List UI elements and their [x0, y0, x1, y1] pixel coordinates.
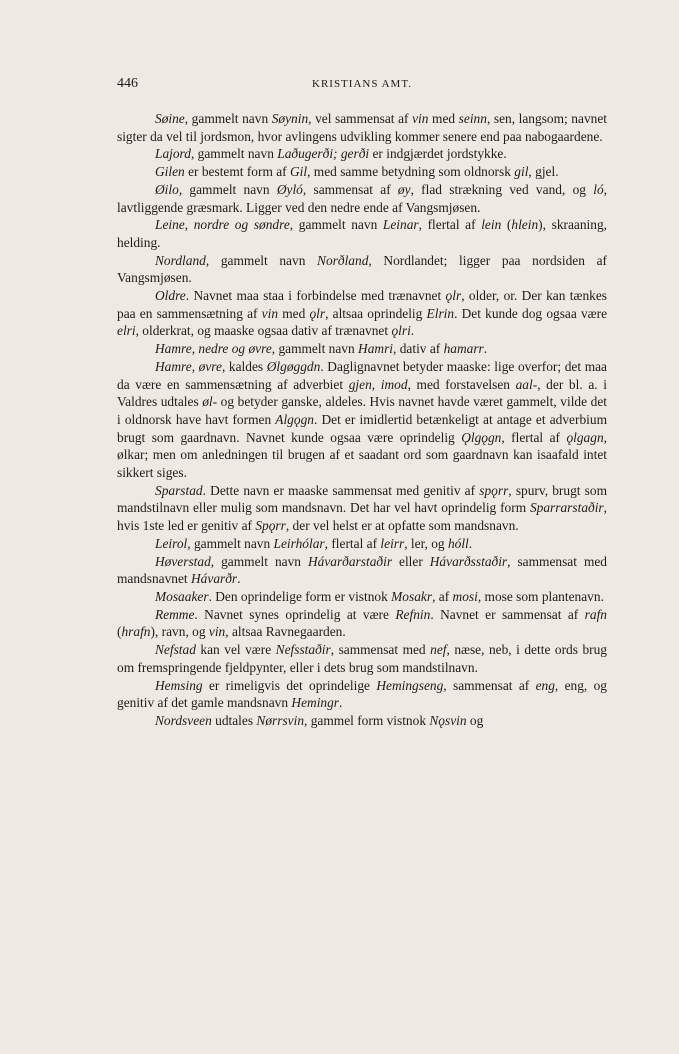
- entry-leirol: Leirol, gammelt navn Leirhólar, flertal af leirr, ler, og hóll.: [155, 535, 473, 551]
- entry-gilen: Gilen er bestemt form af Gil, med samme betydning som oldnorsk gil, gjel.: [155, 164, 559, 180]
- entry-sparstad: Sparstad. Dette navn er maaske sammensat med genitiv af spǫrr, spurv, brugt som mandstilnavn eller mulig som mandsnavn. Det har vel havt oprindelig form Sparrarstaðir, hvis 1ste led er genitiv af Spǫrr, der vel helst er at opfatte som mandsnavn.: [117, 482, 607, 534]
- entry-nordland: Nordland, gammelt navn Norðland, Nordlandet; ligger paa nordsiden af Vangsmjøsen.: [117, 252, 607, 286]
- entry-soine: Søine, gammelt navn Søynin, vel sammensat af vin med seinn, sen, langsom; navnet sigter da vel til jordsmon, hvor avlingens udvikling kommer senere end paa nabogaardene.: [117, 111, 608, 144]
- entry-lajord: Lajord, gammelt navn Laðugerði; gerði er indgjærdet jordstykke.: [155, 146, 507, 162]
- entry-hamre: Hamre, nedre og øvre, gammelt navn Hamri, dativ af hamarr.: [155, 341, 488, 357]
- entry-hamre-ovre: Hamre, øvre, kaldes Ølgøggdn. Daglignavnet betyder maaske: lige overfor; det maa da være en sammensætning af adverbiet gjen, imod, med forstavelsen aal-, der bl. a. i Valdres udtales øl- og betyder ganske, aldeles. Hvis navnet havde været gammelt, vilde det i oldnorsk have havt formen Algǫgn. Det er imidlertid betænkeligt at antage et adverbium brugt som gaardnavn. Navnet kunde ogsaa være oprindelig Ǫlgǫgn, flertal af ǫlgagn, ølkar; men om anledningen til brugen af et saadant ord som gaardnavn kan isaafald intet sikkert siges.: [117, 358, 607, 481]
- running-head: KRISTIANS AMT.: [312, 78, 412, 90]
- entry-oilo: Øilo, gammelt navn Øyló, sammensat af øy, flad strækning ved vand, og ló, lavtliggende græsmark. Ligger ved den nedre ende af Vangsmjøsen.: [117, 181, 608, 215]
- entry-hemsing: Hemsing er rimeligvis det oprindelige Hemingseng, sammensat af eng, eng, og genitiv af det gamle mandsnavn Hemingr.: [117, 677, 607, 711]
- entry-mosaaker: Mosaaker. Den oprindelige form er vistnok Mosakr, af mosi, mose som plantenavn.: [155, 588, 604, 604]
- text-body: [117, 110, 607, 730]
- entry-oldre: Oldre. Navnet maa staa i forbindelse med trænavnet ǫlr, older, or. Der kan tænkes paa en sammensætning af vin med ǫlr, altsaa oprindelig Elrin. Det kunde dog ogsaa være elri, olderkrat, og maaske ogsaa dativ af trænavnet ǫlri.: [117, 288, 608, 339]
- entry-remme: Remme. Navnet synes oprindelig at være Refnin. Navnet er sammensat af rafn (hrafn), ravn, og vin, altsaa Ravnegaarden.: [117, 606, 607, 640]
- entry-nefstad: Nefstad kan vel være Nefsstaðir, sammensat med nef, næse, neb, i dette ords brug om fremspringende fjeldpynter, eller i dets brug som mandstilnavn.: [117, 642, 607, 675]
- page-header: [117, 76, 607, 96]
- page-number: 446: [117, 76, 138, 91]
- entry-nordsveen: Nordsveen udtales Nørrsvin, gammel form vistnok Nǫsvin og: [155, 712, 484, 728]
- entry-hoverstad: Høverstad, gammelt navn Hávarðarstaðir eller Hávarðsstaðir, sammensat med mandsnavnet Hávarðr.: [117, 553, 607, 587]
- entry-leine: Leine, nordre og søndre, gammelt navn Leinar, flertal af lein (hlein), skraaning, helding.: [117, 217, 608, 250]
